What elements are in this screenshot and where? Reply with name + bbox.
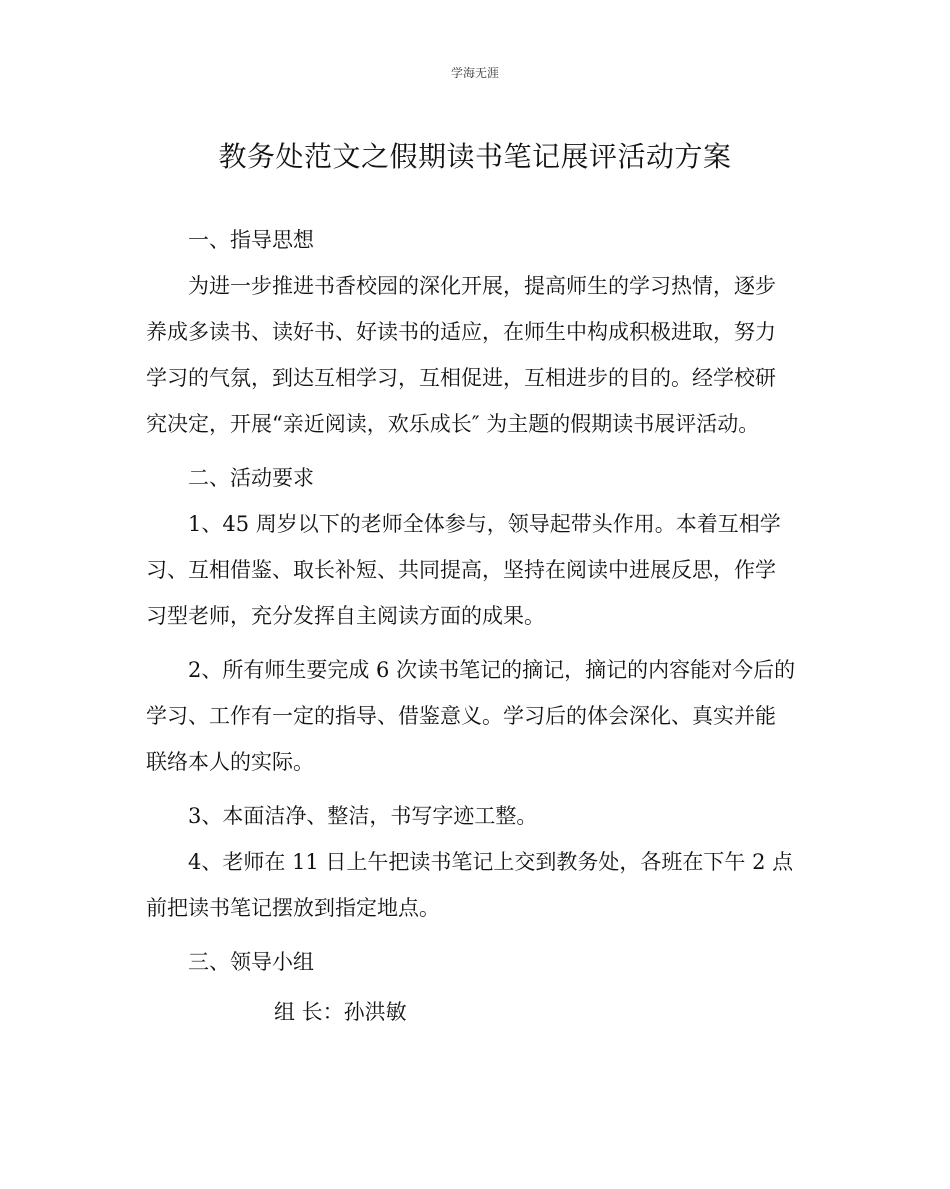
page-header: 学海无涯	[450, 66, 499, 80]
group-leader-line: 组 长：孙洪敏	[274, 1000, 407, 1024]
paragraph-line: 1、45 周岁以下的老师全体参与，领导起带头作用。本着互相学	[188, 512, 781, 536]
paragraph-line: 前把读书笔记摆放到指定地点。	[146, 896, 440, 920]
paragraph-line: 究决定，开展“亲近阅读，欢乐成长″ 为主题的假期读书展评活动。	[146, 412, 760, 436]
paragraph-line: 为进一步推进书香校园的深化开展，提高师生的学习热情，逐步	[188, 274, 776, 298]
paragraph-line: 习、互相借鉴、取长补短、共同提高，坚持在阅读中进展反思，作学	[146, 558, 776, 582]
paragraph-line: 养成多读书、读好书、好读书的适应，在师生中构成积极进取，努力	[146, 320, 776, 344]
document-title: 教务处范文之假期读书笔记展评活动方案	[218, 140, 732, 173]
paragraph-line: 3、本面洁净、整洁，书写字迹工整。	[188, 804, 538, 828]
section-heading-leadership-group: 三、领导小组	[188, 950, 314, 974]
section-heading-guiding-ideology: 一、指导思想	[188, 228, 314, 252]
paragraph-line: 学习、工作有一定的指导、借鉴意义。学习后的体会深化、真实并能	[146, 704, 776, 728]
paragraph-line: 联络本人的实际。	[146, 750, 314, 774]
section-heading-activity-requirements: 二、活动要求	[188, 466, 314, 490]
paragraph-line: 习型老师，充分发挥自主阅读方面的成果。	[146, 604, 545, 628]
paragraph-line: 4、老师在 11 日上午把读书笔记上交到教务处，各班在下午 2 点	[188, 850, 794, 874]
paragraph-line: 学习的气氛，到达互相学习，互相促进，互相进步的目的。经学校研	[146, 366, 776, 390]
paragraph-line: 2、所有师生要完成 6 次读书笔记的摘记，摘记的内容能对今后的	[188, 658, 796, 682]
